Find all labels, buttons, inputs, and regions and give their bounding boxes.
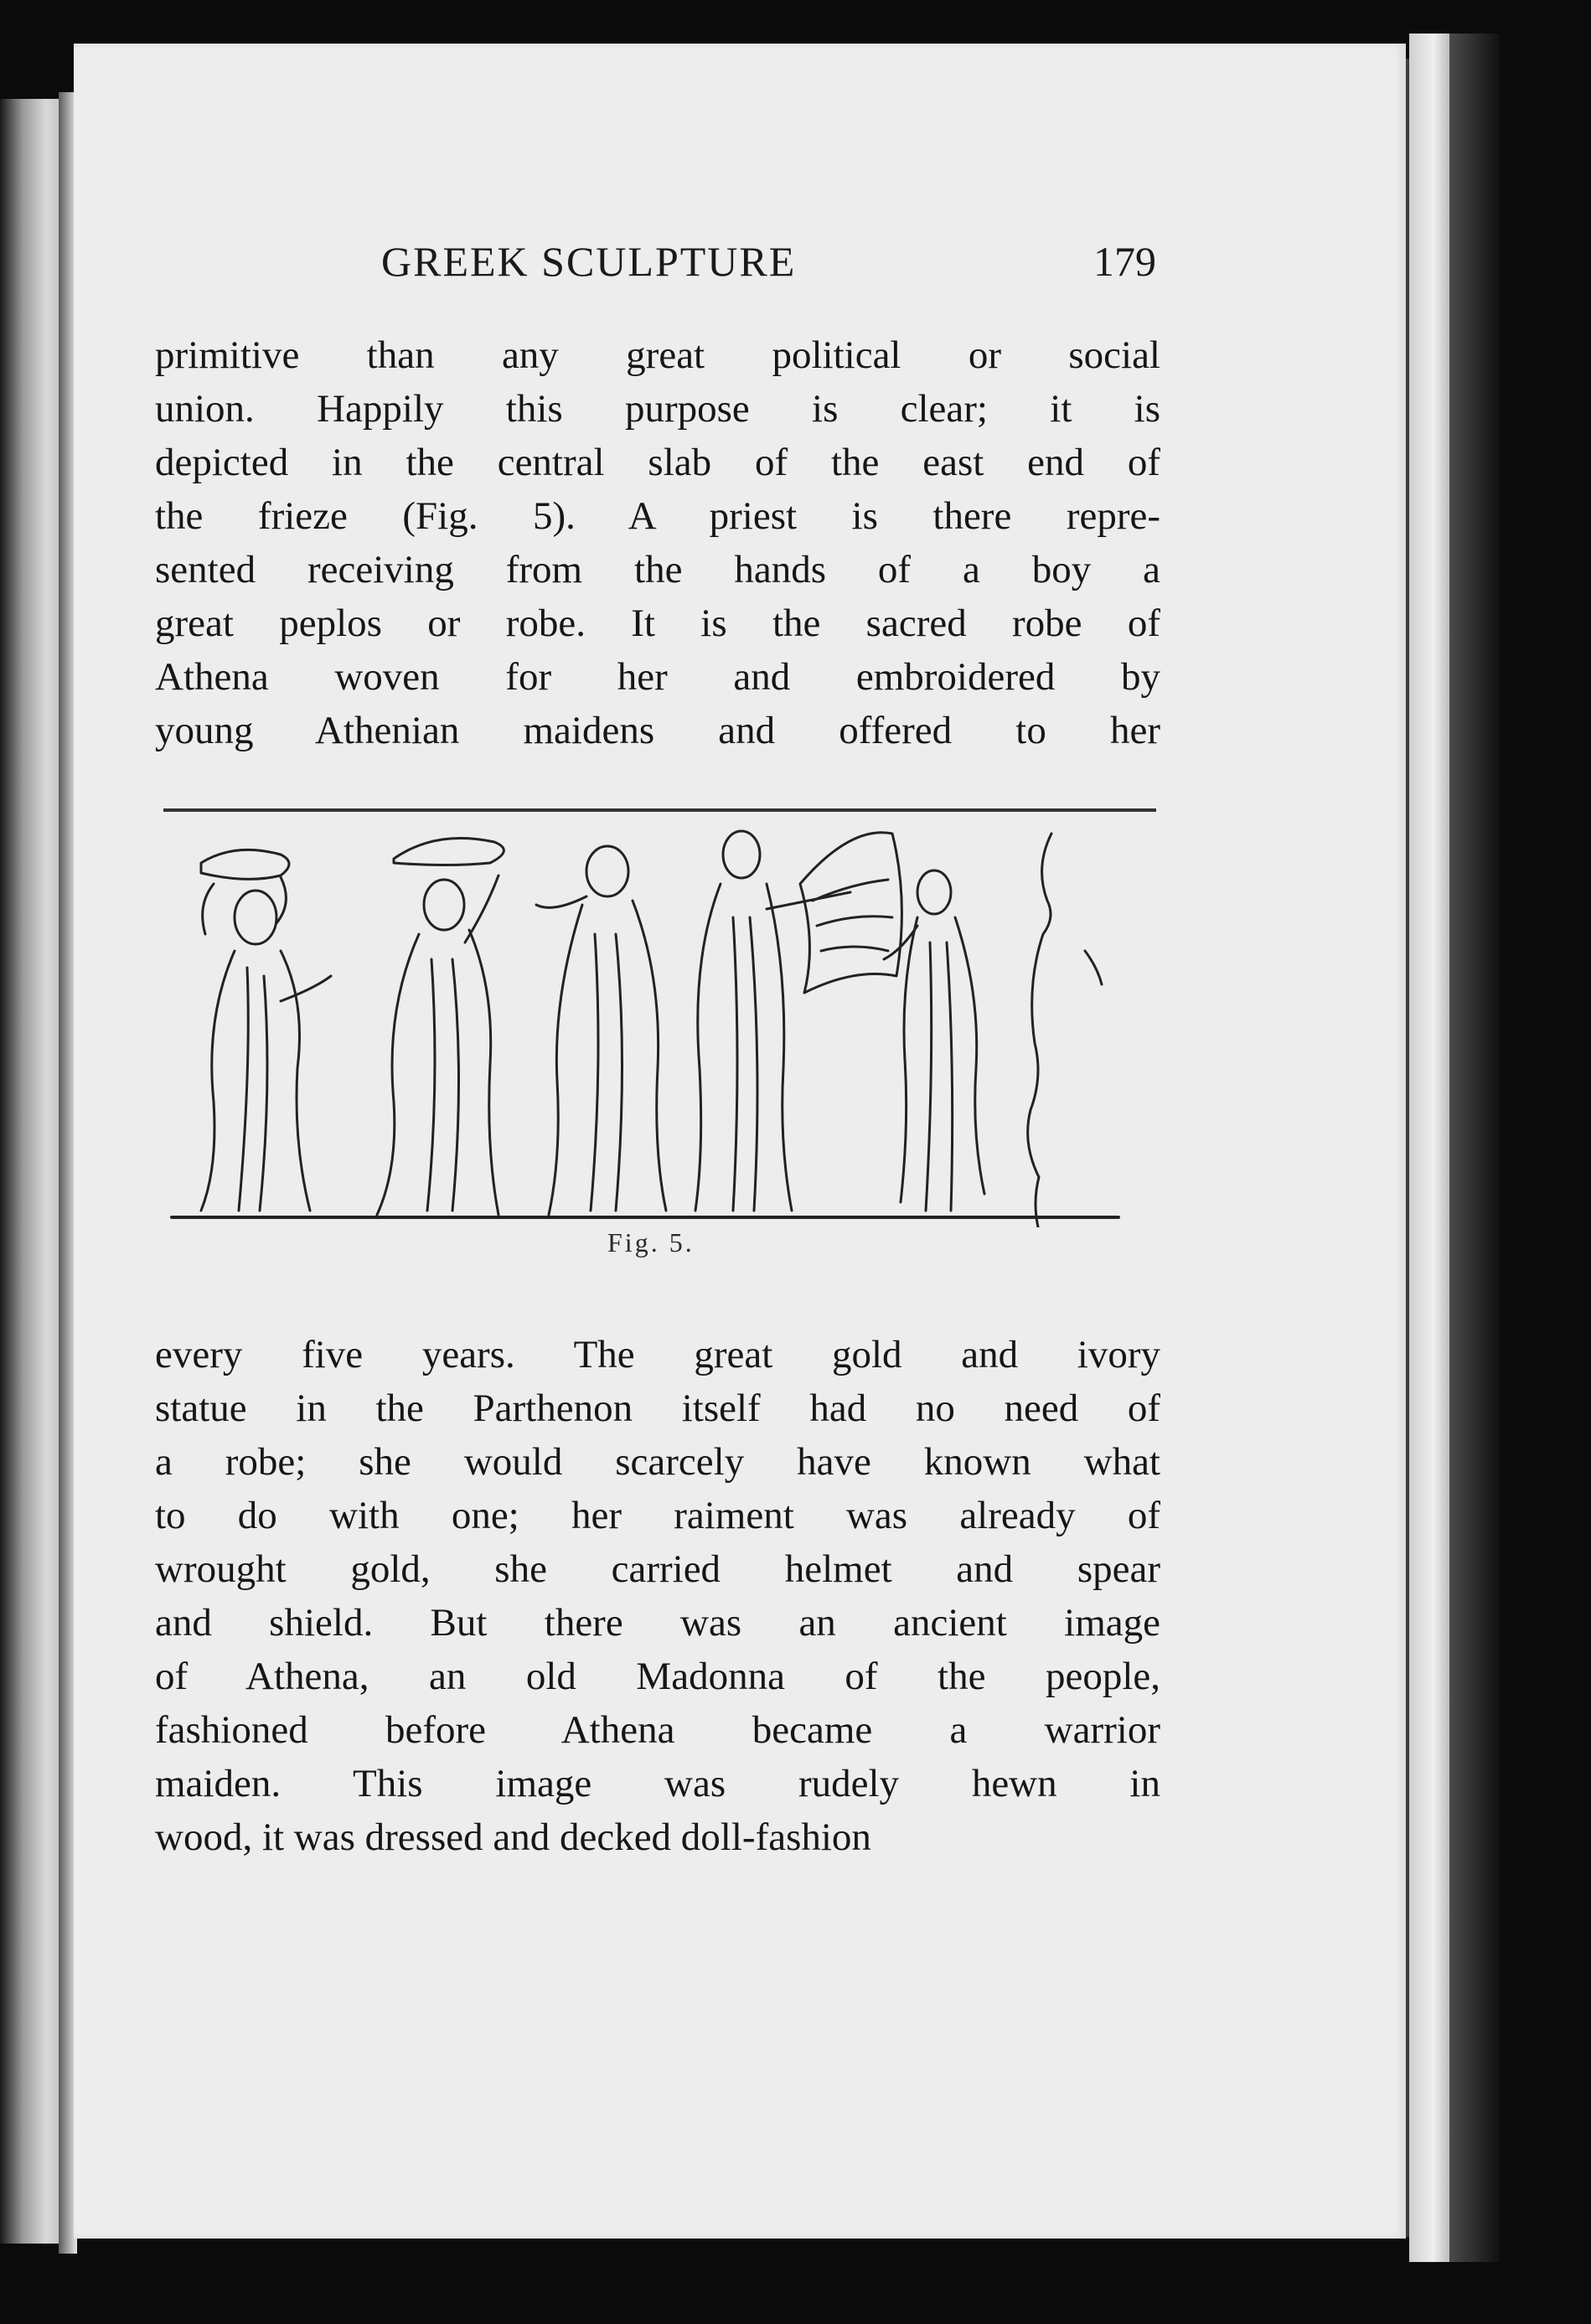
running-head: [155, 237, 1156, 296]
text-line: depicted in the central slab of the east end of: [155, 441, 1160, 484]
figure-top-rule: [163, 808, 1156, 812]
frieze-illustration: [163, 825, 1156, 1227]
figure-caption: Fig. 5.: [607, 1227, 695, 1258]
paragraph-bottom: [155, 1328, 1160, 1864]
text-line: young Athenian maidens and offered to her: [155, 709, 1160, 752]
text-line: sented receiving from the hands of a boy a: [155, 548, 1160, 591]
paragraph-top: [155, 328, 1160, 757]
page-number: 179: [1093, 238, 1156, 285]
text-line: every five years. The great gold and ivory: [155, 1333, 1160, 1376]
text-line: a robe; she would scarcely have known what: [155, 1440, 1160, 1484]
running-title: GREEK SCULPTURE: [381, 238, 797, 285]
frieze-figure-2: [377, 839, 504, 1216]
text-line: wrought gold, she carried helmet and spear: [155, 1547, 1160, 1591]
text-line: fashioned before Athena became a warrior: [155, 1708, 1160, 1752]
text-line: maiden. This image was rudely hewn in: [155, 1762, 1160, 1805]
frieze-figure: [163, 808, 1156, 1261]
text-line: statue in the Parthenon itself had no need of: [155, 1387, 1160, 1430]
frieze-figure-1: [201, 850, 331, 1211]
frieze-figure-3: [536, 846, 666, 1215]
text-line: union. Happily this purpose is clear; it is: [155, 387, 1160, 431]
frieze-figure-5: [884, 870, 984, 1211]
page-edge-light: [1409, 34, 1449, 2262]
text-line: to do with one; her raiment was already of: [155, 1494, 1160, 1537]
text-line: wood, it was dressed and decked doll-fashion: [155, 1815, 871, 1859]
page-edge-shadow: [1449, 34, 1500, 2262]
text-line: the frieze (Fig. 5). A priest is there repre-: [155, 494, 1160, 538]
frieze-peplos: [800, 833, 901, 993]
left-page-edge: [0, 99, 65, 2244]
text-line: primitive than any great political or social: [155, 333, 1160, 377]
frieze-figure-6: [1028, 834, 1102, 1227]
text-line: and shield. But there was an ancient image: [155, 1601, 1160, 1645]
frieze-figure-4: [695, 831, 850, 1211]
text-line: of Athena, an old Madonna of the people,: [155, 1655, 1160, 1698]
text-line: Athena woven for her and embroidered by: [155, 655, 1160, 699]
text-line: great peplos or robe. It is the sacred robe of: [155, 602, 1160, 645]
